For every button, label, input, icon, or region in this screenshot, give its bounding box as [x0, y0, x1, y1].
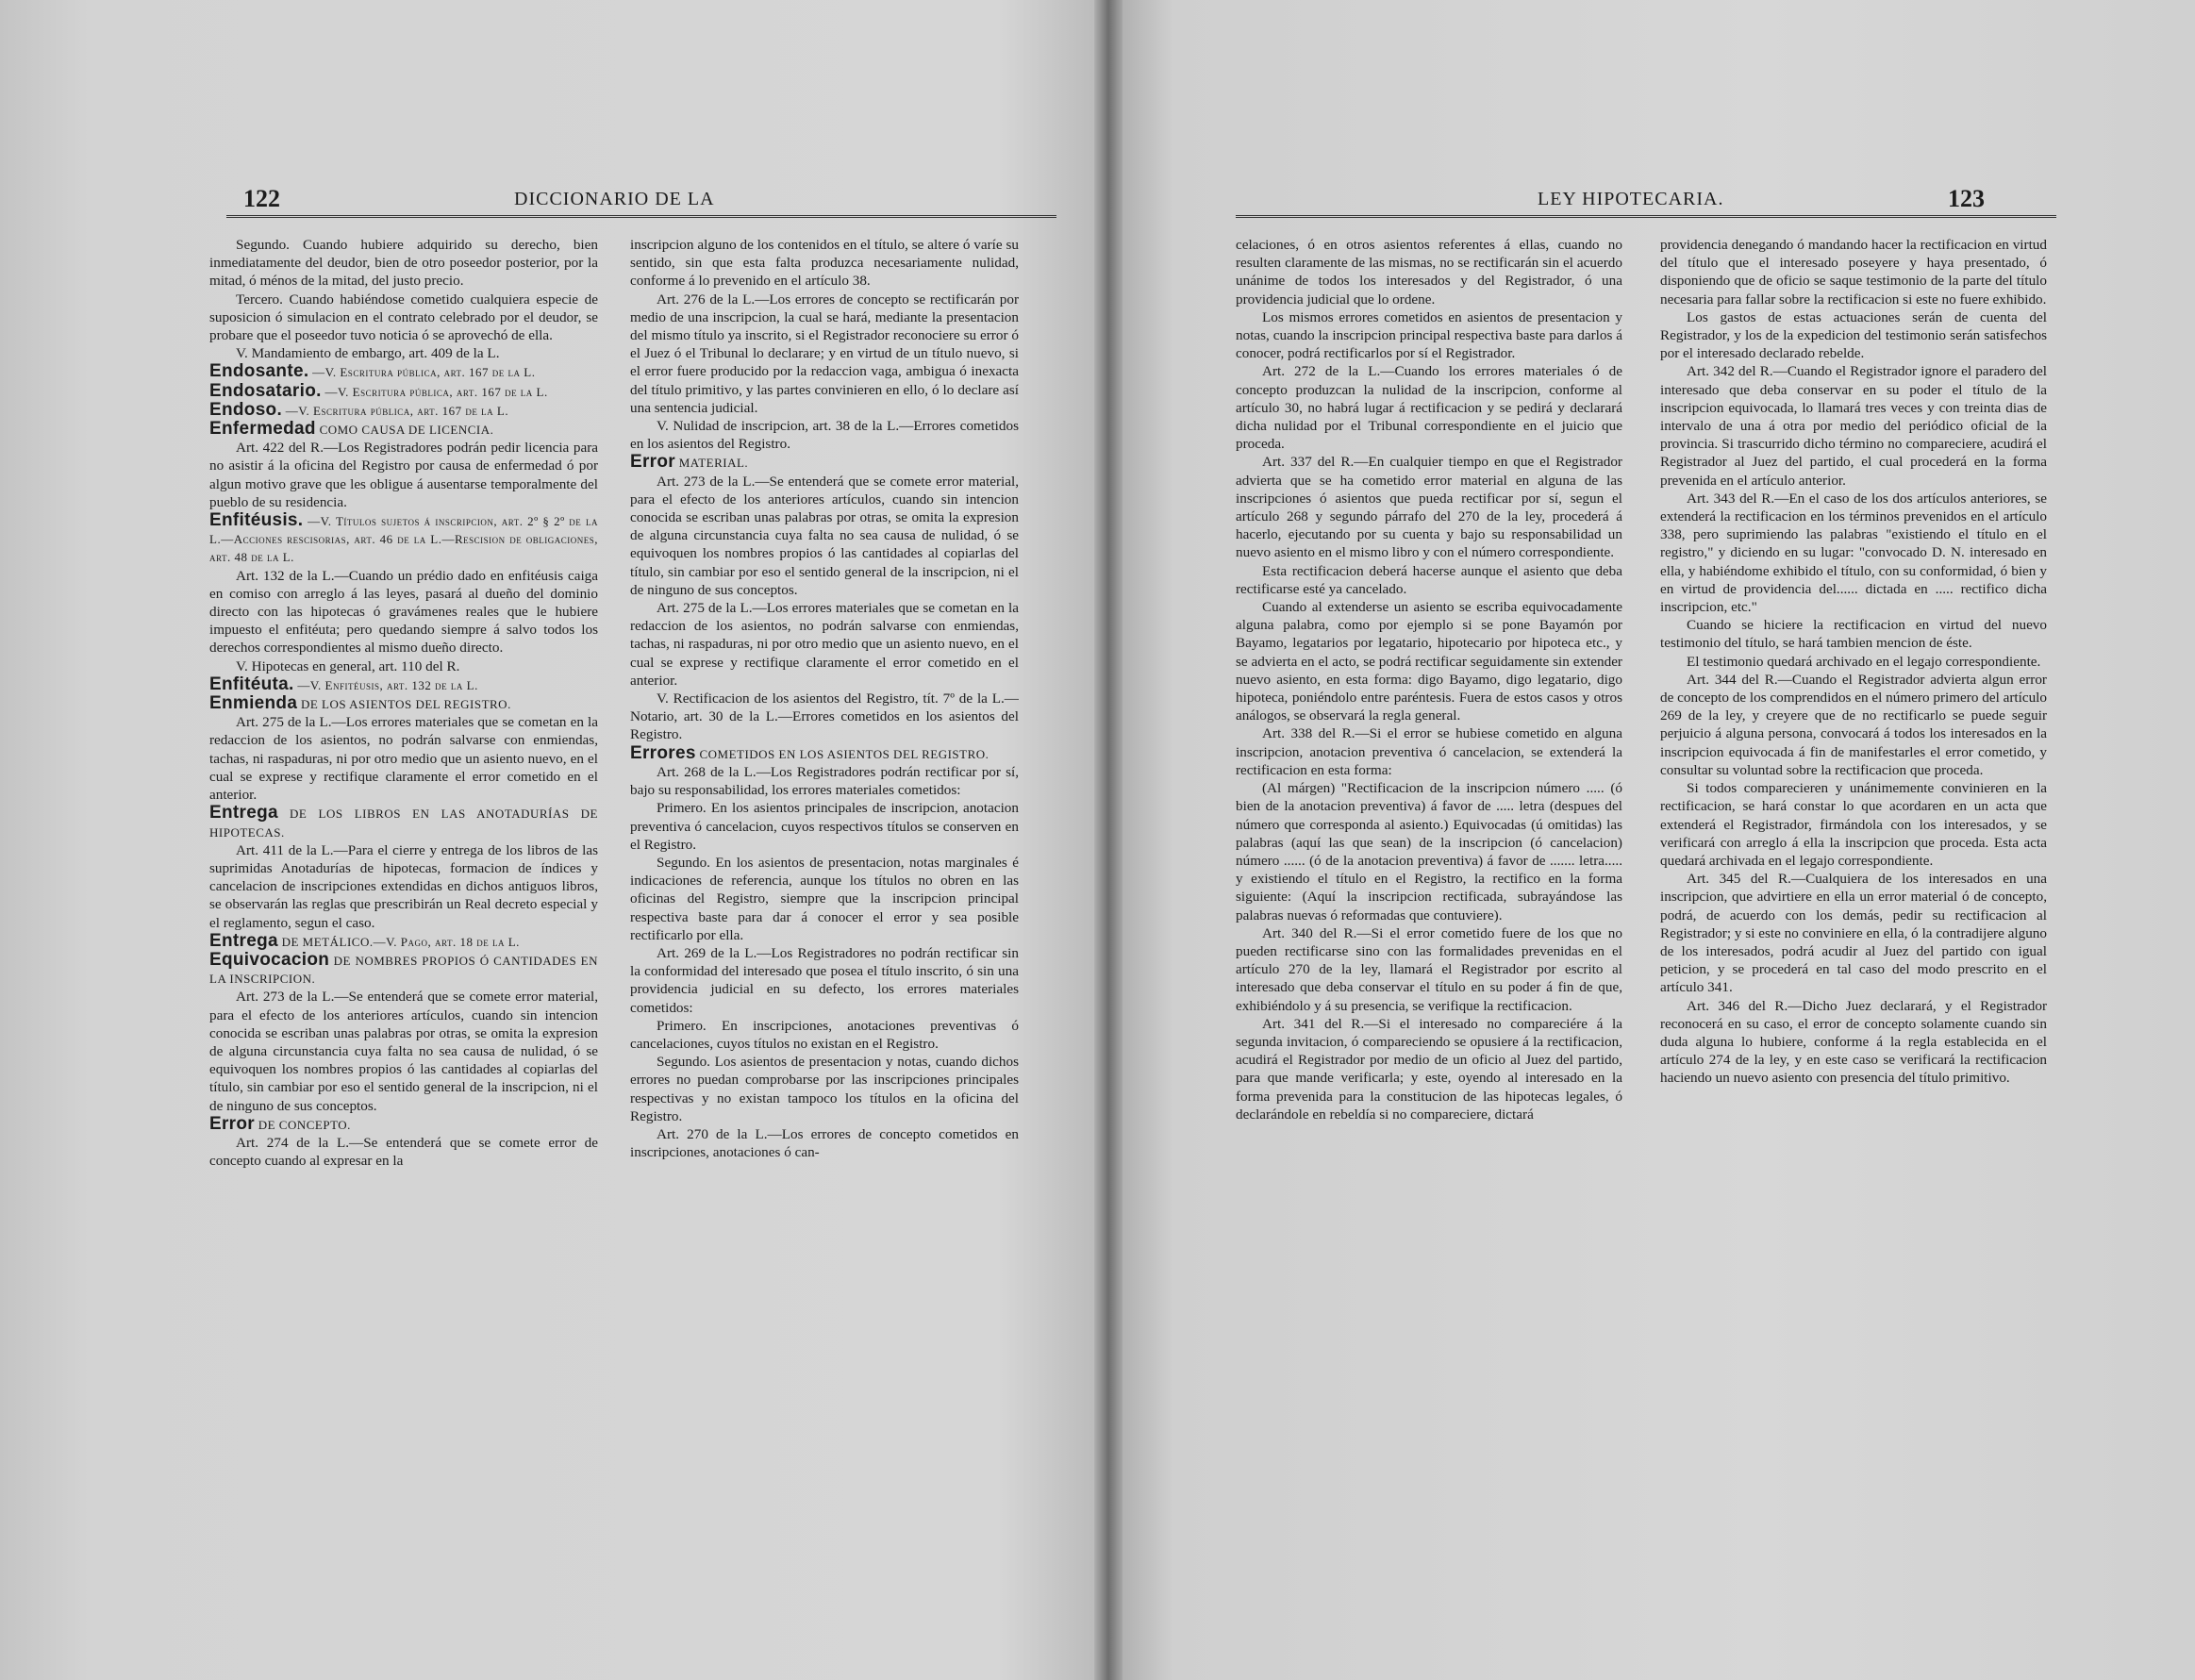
paragraph: Art. 132 de la L.—Cuando un prédio dado en enfitéusis caiga en comiso con arreglo á las leyes, pasará al dueño del dominio directo con las hipotecas ó gravámenes reales que le hubiere impuesto el enfitéuta; pero quedando siempre á salvo todos los derechos correspondientes al mismo dueño directo. — [209, 567, 598, 657]
dictionary-entry — [209, 420, 598, 439]
entry-term: Entrega — [209, 803, 278, 823]
right-page-column-1 — [1236, 236, 1622, 1651]
dictionary-entry — [209, 1115, 598, 1134]
paragraph: Art. 273 de la L.—Se entenderá que se comete error material, para el efecto de los anteriores artículos, cuando sin intencion conocida se escriban unas palabras por otras, se omita la expresion de alguna circunstancia cuya falta no sea causa de nulidad, ó se equivoquen los nombres propios ó las cantidades al copiarlas del título, sin cambiar por eso el sentido general de la inscripcion, ni el de ninguno de sus conceptos. — [630, 473, 1019, 598]
dictionary-entry — [209, 382, 598, 401]
left-header-rule — [226, 215, 1056, 218]
left-page-column-1 — [209, 236, 598, 1651]
entry-term: Entrega — [209, 930, 278, 951]
paragraph: Art. 346 del R.—Dicho Juez declarará, y el Registrador reconocerá en su caso, el error de concepto solamente cuando sin duda alguna lo hubiere, conforme á la regla establecida en el artículo 274 de la ley, y en este caso se verificará la rectificacion haciendo un nuevo asiento con presencia del título primitivo. — [1660, 997, 2047, 1087]
entry-subtitle: —V. Títulos sujetos á inscripcion, art. 2º § 2º de la L.—Acciones rescisorias, art. 46 de la L.—Rescision de obligaciones, art. 48 de la L. — [209, 514, 598, 565]
paragraph: Primero. En inscripciones, anotaciones preventivas ó cancelaciones, cuyos títulos no existan en el Registro. — [630, 1017, 1019, 1052]
dictionary-entry — [630, 453, 1019, 472]
paragraph: Art. 275 de la L.—Los errores materiales que se cometan en la redaccion de los asientos, no podrán salvarse con enmiendas, tachas, ni raspaduras, ni por otro medio que un asiento nuevo, en el cual se exprese y rectifique claramente el error cometido en el anterior. — [630, 600, 1019, 689]
entry-subtitle: DE LOS ASIENTOS DEL REGISTRO. — [297, 697, 511, 712]
entry-term: Error — [630, 452, 675, 473]
right-page-number: 123 — [1948, 185, 1985, 212]
entry-term: Endosatario. — [209, 380, 322, 401]
paragraph: Art. 340 del R.—Si el error cometido fuere de los que no pueden rectificarse sino con las formalidades prevenidas en el artículo 270 de la ley, llamará el Registrador por escrito al interesado que deba conservar el título en su poder á fin de que, exhibiéndolo y á su presencia, se verifique la rectificacion. — [1236, 924, 1622, 1014]
paragraph: Si todos comparecieren y unánimemente convinieren en la rectificacion, se hará constar lo que acordaren en un acta que extenderá el Registrador, firmándola con los interesados, y se verificará con arreglo á ella la inscripcion que proceda. Esta acta quedará archivada en el legajo correspondiente. — [1660, 780, 2047, 869]
paragraph: Art. 341 del R.—Si el interesado no compareciére á la segunda invitacion, ó compareciendo se opusiere á la rectificacion, acudirá el Registrador por medio de un oficio al Juez del partido, para que mande verificarla; y este, oyendo al interesado en la forma prevenida para la constitucion de las hipotecas legales, ó declarándole en rebeldía si no compareciere, dictará — [1236, 1015, 1622, 1123]
left-running-header: DICCIONARIO DE LA — [514, 189, 715, 209]
dictionary-entry — [209, 362, 598, 381]
paragraph: Art. 422 del R.—Los Registradores podrán pedir licencia para no asistir á la oficina del Registro por causa de enfermedad ó por algun motivo grave que les obligue á ausentarse temporalmente del pueblo de su residencia. — [209, 440, 598, 510]
entry-term: Enmienda — [209, 693, 298, 714]
paragraph: Art. 273 de la L.—Se entenderá que se comete error material, para el efecto de los anteriores artículos, cuando sin intencion conocida se escriban unas palabras por otras, se omita la expresion de alguna circunstancia cuya falta no sea causa de nulidad, ó se equivoquen los nombres propios ó las cantidades al copiarlas del título, sin cambiar por eso el sentido general de la inscripcion, ni el de ninguno de sus conceptos. — [209, 989, 598, 1114]
right-running-header: LEY HIPOTECARIA. — [1538, 189, 1724, 209]
dictionary-entry — [209, 675, 598, 694]
paragraph: Art. 270 de la L.—Los errores de concepto cometidos en inscripciones, anotaciones ó can- — [630, 1125, 1019, 1161]
paragraph: Cuando se hiciere la rectificacion en virtud del nuevo testimonio del título, se hará tambien mencion de éste. — [1660, 617, 2047, 652]
dictionary-entry — [209, 694, 598, 713]
entry-term: Error — [209, 1113, 255, 1134]
left-page-number: 122 — [243, 185, 280, 212]
entry-term: Equivocacion — [209, 949, 330, 970]
paragraph: Los gastos de estas actuaciones serán de cuenta del Registrador, y los de la expedicion del testimonio serán satisfechos por el interesado declarado rebelde. — [1660, 308, 2047, 362]
paragraph: V. Hipotecas en general, art. 110 del R. — [236, 657, 460, 674]
dictionary-entry — [209, 951, 598, 988]
right-header-rule — [1236, 215, 2056, 218]
paragraph: Art. 276 de la L.—Los errores de concepto se rectificarán por medio de una inscripcion, la cual se hará, mediante la presentacion del mismo título ya inscrito, si el Registrador reconociere su error ó el Juez ó el Tribunal lo declarare; y en virtud de un título nuevo, si el error fuere producido por la redaccion vaga, ambigua ó inexacta del título primitivo, y las partes convinieren en ello, ó lo declare así una sentencia judicial. — [630, 291, 1019, 416]
entry-subtitle: COMETIDOS EN LOS ASIENTOS DEL REGISTRO. — [695, 746, 989, 761]
paragraph: Esta rectificacion deberá hacerse aunque el asiento que deba rectificarse esté ya cancelado. — [1236, 562, 1622, 597]
entry-subtitle: —V. Escritura pública, art. 167 de la L. — [308, 365, 536, 380]
paragraph: V. Mandamiento de embargo, art. 409 de la L. — [236, 345, 500, 362]
paragraph: V. Nulidad de inscripcion, art. 38 de la L.—Errores cometidos en los asientos del Registro. — [630, 418, 1019, 453]
paragraph: inscripcion alguno de los contenidos en el título, se altere ó varíe su sentido, sin que esta falta produzca necesariamente nulidad, conforme á lo prevenido en el artículo 38. — [630, 237, 1019, 290]
paragraph: V. Rectificacion de los asientos del Registro, tít. 7º de la L.—Notario, art. 30 de la L.—Errores cometidos en los asientos del Registro. — [630, 690, 1019, 743]
entry-term: Enfitéusis. — [209, 510, 304, 531]
paragraph: (Al márgen) "Rectificacion de la inscripcion número ..... (ó bien de la anotacion preventiva) á favor de ..... letra (despues del número que corresponda al asiento.) Equivocadas (ú omitidas) las palabras (aquí las que sean) de la inscripcion (ó cancelacion) número ...... (ó de la anotacion preventiva) á favor de ....... letra..... y existiendo el título en el Registro, la rectifico en la forma siguiente: (Aquí la inscripcion rectificada, subrayándose las palabras nuevas ó reformadas que contuviere). — [1236, 780, 1622, 923]
entry-subtitle: DE METÁLICO.—V. Pago, art. 18 de la L. — [277, 934, 520, 949]
entry-term: Endosante. — [209, 361, 309, 382]
entry-subtitle: —V. Escritura pública, art. 167 de la L. — [321, 384, 548, 399]
paragraph: El testimonio quedará archivado en el legajo correspondiente. — [1687, 653, 2041, 670]
paragraph: Art. 342 del R.—Cuando el Registrador ignore el paradero del interesado que deba conservar en su poder el título de la inscripcion equivocada, lo llamará tres veces y con treinta dias de intervalo de una á otra por medio del periódico oficial de la provincia. Si trascurrido dicho término no compareciere, acudirá el Registrador al Juez del partido, el cual procederá en la forma prevenida en el artículo anterior. — [1660, 363, 2047, 489]
paragraph: Art. 344 del R.—Cuando el Registrador advierta algun error de concepto de los comprendidos en el número primero del artículo 269 de la ley, y creyere que de no rectificarlo se puede seguir perjuicio á alguna persona, convocará á todos los interesados en la inscripcion equivocada á fin de manifestarles el error cometido, y consultar su voluntad sobre la rectificacion que proceda. — [1660, 671, 2047, 778]
dictionary-entry — [630, 744, 1019, 763]
paragraph: celaciones, ó en otros asientos referentes á ellas, cuando no resulten claramente de las mismas, no se rectificarán sin el acuerdo unánime de todos los interesados y del Registrador, ó una providencia judicial que lo ordene. — [1236, 237, 1622, 308]
paragraph: Art. 274 de la L.—Se entenderá que se comete error de concepto cuando al expresar en la — [209, 1134, 598, 1170]
entry-subtitle: DE NOMBRES PROPIOS Ó CANTIDADES EN LA INSCRIPCION. — [209, 953, 598, 987]
paragraph: Art. 338 del R.—Si el error se hubiese cometido en alguna inscripcion, anotacion preventiva ó cancelacion, se extenderá la rectificacion en esta forma: — [1236, 725, 1622, 778]
paragraph: Art. 268 de la L.—Los Registradores podrán rectificar por sí, bajo su responsabilidad, los errores materiales cometidos: — [630, 763, 1019, 799]
right-page-column-2 — [1660, 236, 2047, 1651]
paragraph: Art. 269 de la L.—Los Registradores no podrán rectificar sin la conformidad del interesado que posea el título inscrito, ó sin una providencia judicial en su defecto, los errores materiales cometidos: — [630, 944, 1019, 1016]
paragraph: Segundo. Cuando hubiere adquirido su derecho, bien inmediatamente del deudor, bien de otro poseedor posterior, por la mitad, ó ménos de la mitad, del justo precio. — [209, 237, 598, 290]
book-gutter — [1094, 0, 1122, 1680]
paragraph: Tercero. Cuando habiéndose cometido cualquiera especie de suposicion ó simulacion en el contrato celebrado por el deudor, se probare que el poseedor tuvo noticia ó se aprovechó de ella. — [209, 291, 598, 344]
dictionary-entry — [209, 932, 598, 951]
dictionary-entry — [209, 804, 598, 840]
paragraph: Art. 411 de la L.—Para el cierre y entrega de los libros de las suprimidas Anotadurías de hipotecas, formacion de índices y cancelacion de inscripciones extendidas en dichos antiguos libros, se observarán las reglas que prescribirán un Real decreto especial y el reglamento, segun el caso. — [209, 841, 598, 931]
paragraph: Art. 275 de la L.—Los errores materiales que se cometan en la redaccion de los asientos, no podrán salvarse con enmiendas, tachas, ni raspaduras, ni por otro medio que un asiento nuevo, en el cual se exprese y rectifique claramente el error cometido en el anterior. — [209, 714, 598, 804]
paragraph: Primero. En los asientos principales de inscripcion, anotacion preventiva ó cancelacion, cuyos respectivos títulos se conserven en el Registro. — [630, 800, 1019, 853]
entry-subtitle: —V. Escritura pública, art. 167 de la L. — [282, 403, 509, 418]
dictionary-entry — [209, 511, 598, 567]
paragraph: Cuando al extenderse un asiento se escriba equivocadamente alguna palabra, como por ejemplo si se pone Bayamón por Bayamo, legatarios por legatario, hipotecario por hipoteca etc., y se advierta en el acto, se podrá rectificar seguidamente sin extender nuevo asiento, en esta forma: digo Bayamo, digo legatario, digo hipoteca, poniéndolo entre paréntesis. Fuera de estos casos y otros análogos, se observará la regla general. — [1236, 599, 1622, 724]
entry-subtitle: MATERIAL. — [674, 456, 749, 471]
entry-subtitle: COMO CAUSA DE LICENCIA. — [315, 423, 494, 438]
left-page-column-2 — [630, 236, 1019, 1651]
paragraph: Art. 343 del R.—En el caso de los dos artículos anteriores, se extenderá la rectificacion en los términos prevenidos en el artículo 338, pero suprimiendo las palabras "existiendo el título en el registro," y diciendo en su lugar: "convocado D. N. interesado en ella, y habiéndome exhibido el título, con su conformidad, ó bien y en virtud de providencia del...... dictada en ..... rectifico dicha inscripcion, etc." — [1660, 490, 2047, 616]
entry-term: Enfermedad — [209, 419, 316, 440]
entry-subtitle: —V. Enfitéusis, art. 132 de la L. — [293, 677, 478, 692]
paragraph: Art. 272 de la L.—Cuando los errores materiales ó de concepto produzcan la nulidad de la inscripcion, conforme al artículo 30, no habrá lugar á rectificacion y se pedirá y declarará dicha nulidad por el Tribunal correspondiente en el juicio que proceda. — [1236, 363, 1622, 453]
entry-term: Endoso. — [209, 399, 283, 420]
paragraph: Segundo. En los asientos de presentacion, notas marginales é indicaciones de referencia, aunque los títulos no obren en las oficinas del Registro, siempre que la inscripcion principal respectiva baste para dar á conocer el error y sea posible rectificarlo por ella. — [630, 854, 1019, 943]
paragraph: providencia denegando ó mandando hacer la rectificacion en virtud del título que el interesado poseyere y haya presentado, ó disponiendo que de oficio se saque testimonio de la parte del título necesaria para fallar sobre la rectificacion si este no fuere exhibido. — [1660, 237, 2047, 308]
paragraph: Art. 345 del R.—Cualquiera de los interesados en una inscripcion, que advirtiere en ella un error material ó de concepto, podrá, de acuerdo con los demás, pedir su rectificacion al Registrador; y si este no conviniere en ella, ó la contradijere alguno de los interesados, podrá acudir al Juez del partido con igual peticion, y se procederá en tal caso del modo prescrito en el artículo 341. — [1660, 871, 2047, 996]
entry-term: Enfitéuta. — [209, 674, 294, 694]
entry-subtitle: DE CONCEPTO. — [254, 1117, 351, 1132]
entry-term: Errores — [630, 742, 696, 763]
entry-subtitle: DE LOS LIBROS EN LAS ANOTADURÍAS DE HIPOTECAS. — [209, 807, 598, 840]
dictionary-entry — [209, 401, 598, 420]
paragraph: Segundo. Los asientos de presentacion y notas, cuando dichos errores no puedan comprobarse por las inscripciones principales respectivas y no existan tampoco los títulos en la oficina del Registro. — [630, 1054, 1019, 1124]
paragraph: Art. 337 del R.—En cualquier tiempo en que el Registrador advierta que se ha cometido error material en alguna de las inscripciones ó asientos que pueda rectificar por sí, segun el artículo 268 y segundo párrafo del 270 de la ley, procederá á hacerlo, ejecutando por su cuenta y bajo su responsabilidad un nuevo asiento en el mismo libro y con el número correspondiente. — [1236, 454, 1622, 561]
paragraph: Los mismos errores cometidos en asientos de presentacion y notas, cuando la inscripcion principal respectiva baste para darlos á conocer, podrá rectificarlos por sí el Registrador. — [1236, 308, 1622, 362]
